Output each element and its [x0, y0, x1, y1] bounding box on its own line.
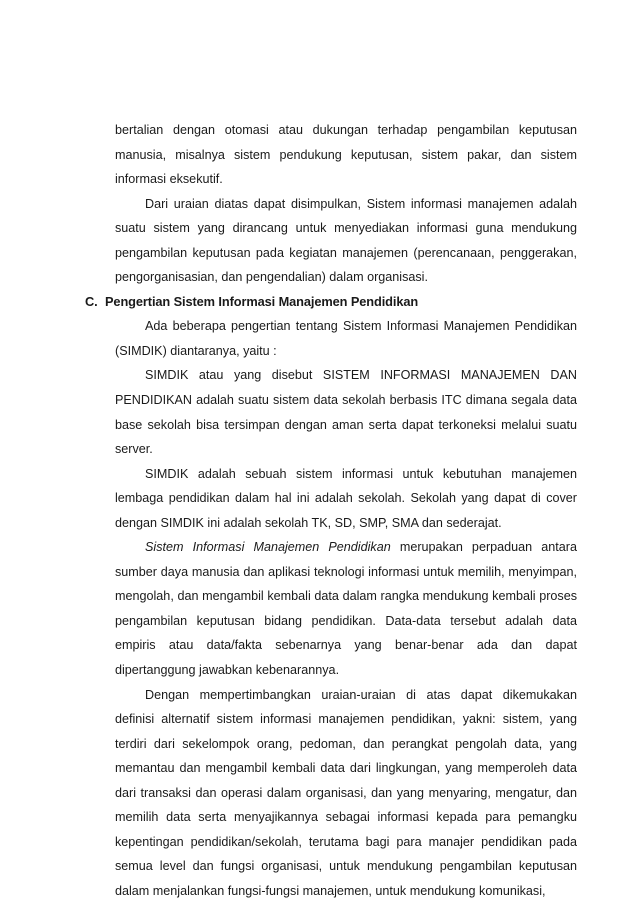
paragraph-simdik-definition-1: SIMDIK atau yang disebut SISTEM INFORMASI MANAJEMEN DAN PENDIDIKAN adalah suatu sistem data sekolah berbasis ITC dimana segala data base sekolah bisa tersimpan dengan aman serta dapat terkoneksi melalui suatu server.	[115, 368, 577, 457]
paragraph-alternative-definition: Dengan mempertimbangkan uraian-uraian di atas dapat dikemukakan definisi alternatif sistem informasi manajemen pendidikan, yakni: sistem, yang terdiri dari sekelompok orang, pedoman, dan perangkat pengolah data, yang memantau dan mengambil kembali data dari lingkungan, yang memperoleh data dari transaksi dan operasi dalam organisasi, dan yang menyaring, mengatur, dan memilih data serta menyajikannya sebagai informasi kepada para pemangku kepentingan pendidikan/sekolah, terutama bagi para manajer pendidikan pada semua level dan fungsi organisasi, untuk mendukung pengambilan keputusan dalam menjalankan fungsi-fungsi manajemen, untuk mendukung komunikasi,	[115, 687, 577, 898]
paragraph-text: merupakan perpaduan antara sumber daya manusia dan aplikasi teknologi informasi untuk memilih, menyimpan, mengolah, dan mengambil kembali data dalam rangka mendukung kembali proses pengambilan keputusan bidang pendidikan. Data-data tersebut adalah data empiris atau data/fakta sebenarnya yang benar-benar ada dan dapat dipertanggung jawabkan kebenarannya.	[115, 540, 577, 678]
paragraph-intro: Ada beberapa pengertian tentang Sistem Informasi Manajemen Pendidikan (SIMDIK) diantaranya, yaitu :	[115, 319, 577, 358]
section-heading	[85, 290, 577, 315]
document-body	[85, 118, 577, 904]
paragraph-continuation: bertalian dengan otomasi atau dukungan terhadap pengambilan keputusan manusia, misalnya sistem pendukung keputusan, sistem pakar, dan sistem informasi eksekutif.	[115, 123, 577, 187]
paragraph-simdik-definition-3	[115, 535, 577, 682]
section-letter: C.	[85, 293, 98, 309]
section-title: Pengertian Sistem Informasi Manajemen Pendidikan	[105, 293, 419, 309]
italic-term: Sistem Informasi Manajemen Pendidikan	[145, 540, 391, 555]
paragraph-conclusion: Dari uraian diatas dapat disimpulkan, Sistem informasi manajemen adalah suatu sistem yang dirancang untuk menyediakan informasi guna mendukung pengambilan keputusan pada kegiatan manajemen (perencanaan, penggerakan, pengorganisasian, dan pengendalian) dalam organisasi.	[115, 196, 577, 285]
paragraph-simdik-definition-2: SIMDIK adalah sebuah sistem informasi untuk kebutuhan manajemen lembaga pendidikan dalam hal ini adalah sekolah. Sekolah yang dapat di cover dengan SIMDIK ini adalah sekolah TK, SD, SMP, SMA dan sederajat.	[115, 466, 577, 530]
